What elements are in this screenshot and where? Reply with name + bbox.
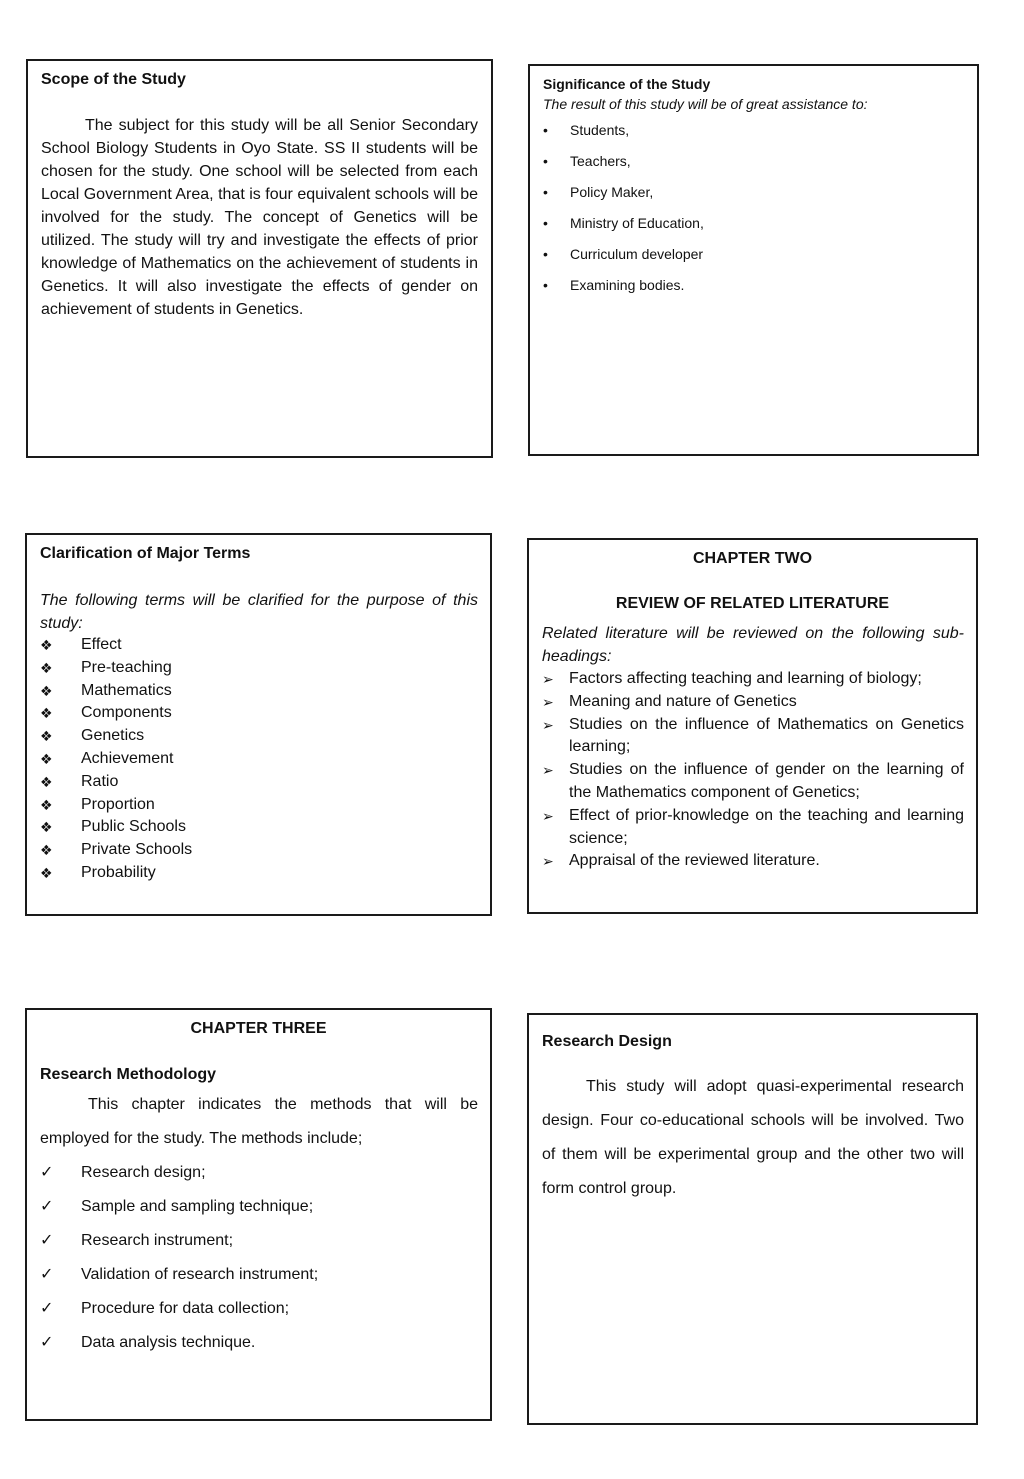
list-item-text: Components bbox=[81, 704, 172, 722]
list-item bbox=[542, 714, 964, 760]
list-item-text: Curriculum developer bbox=[570, 246, 704, 262]
diamond-bullet-icon: ❖ bbox=[40, 659, 53, 676]
arrow-bullet-icon: ➢ bbox=[542, 693, 554, 710]
list-item bbox=[40, 634, 478, 657]
chapter-three-subtitle: Research Methodology bbox=[40, 1066, 217, 1083]
list-item-text: Sample and sampling technique; bbox=[81, 1198, 314, 1215]
bullet-icon: • bbox=[543, 184, 548, 200]
clarification-box bbox=[25, 533, 492, 916]
chapter-three-body: This chapter indicates the methods that will be employed for the study. The methods include; bbox=[40, 1096, 478, 1147]
checkmark-icon: ✓ bbox=[40, 1334, 54, 1351]
checkmark-icon: ✓ bbox=[40, 1300, 54, 1317]
list-item-text: Ratio bbox=[81, 772, 119, 790]
list-item bbox=[40, 1156, 478, 1190]
list-item bbox=[40, 748, 478, 771]
list-item bbox=[543, 275, 963, 306]
list-item bbox=[40, 771, 478, 794]
list-item-text: Effect bbox=[81, 636, 122, 653]
list-item-text: Meaning and nature of Genetics bbox=[569, 692, 797, 710]
significance-subtitle: The result of this study will be of great assistance to: bbox=[543, 96, 868, 112]
scope-body: The subject for this study will be all Senior Secondary School Biology Students in Oyo State. SS II students will be chosen for the study. One school will be selected from each Local Government Area, that is four equivalent schools will be involved for the study. The concept of Genetics will be utilized. The study will try and investigate the effects of prior knowledge of Mathematics on the achievement of students in Genetics. It will also investigate the effects of gender on achievement of students in Genetics. bbox=[41, 117, 478, 318]
list-item bbox=[40, 1258, 478, 1292]
diamond-bullet-icon: ❖ bbox=[40, 842, 53, 859]
bullet-icon: • bbox=[543, 122, 548, 138]
list-item-text: Examining bodies. bbox=[570, 277, 685, 293]
list-item-text: Procedure for data collection; bbox=[81, 1300, 290, 1317]
list-item-text: Studies on the influence of gender on the learning of the Mathematics component of Genetics; bbox=[569, 761, 964, 801]
list-item-text: Appraisal of the reviewed literature. bbox=[569, 852, 820, 870]
bullet-icon: • bbox=[543, 153, 548, 169]
list-item-text: Probability bbox=[81, 863, 156, 881]
list-item bbox=[542, 805, 964, 851]
checkmark-icon: ✓ bbox=[40, 1198, 54, 1215]
list-item bbox=[542, 691, 964, 714]
research-design-body: This study will adopt quasi-experimental research design. Four co-educational schools will be involved. Two of them will be experimental group and the other two will form control group. bbox=[542, 1078, 964, 1197]
checkmark-icon: ✓ bbox=[40, 1266, 54, 1283]
list-item-text: Validation of research instrument; bbox=[81, 1266, 319, 1283]
significance-box bbox=[528, 64, 979, 456]
list-item bbox=[542, 759, 964, 805]
list-item-text: Factors affecting teaching and learning of biology; bbox=[569, 670, 922, 687]
chapter-two-list bbox=[542, 668, 964, 873]
list-item-text: Research instrument; bbox=[81, 1232, 234, 1249]
list-item bbox=[40, 1190, 478, 1224]
list-item-text: Proportion bbox=[81, 795, 155, 813]
list-item bbox=[40, 794, 478, 817]
diamond-bullet-icon: ❖ bbox=[40, 864, 53, 881]
list-item bbox=[543, 120, 963, 151]
list-item-text: Achievement bbox=[81, 749, 174, 767]
list-item bbox=[40, 1326, 478, 1360]
diamond-bullet-icon: ❖ bbox=[40, 819, 53, 836]
list-item-text: Mathematics bbox=[81, 681, 172, 699]
list-item bbox=[40, 1292, 478, 1326]
list-item-text: Private Schools bbox=[81, 841, 193, 859]
list-item bbox=[543, 244, 963, 275]
list-item bbox=[542, 668, 964, 691]
research-design-box bbox=[527, 1013, 978, 1425]
clarification-title: Clarification of Major Terms bbox=[40, 545, 251, 562]
list-item-text: Policy Maker, bbox=[570, 184, 654, 200]
list-item-text: Public Schools bbox=[81, 818, 186, 836]
list-item-text: Genetics bbox=[81, 727, 145, 745]
list-item bbox=[542, 850, 964, 873]
list-item bbox=[40, 839, 478, 862]
list-item bbox=[40, 657, 478, 680]
arrow-bullet-icon: ➢ bbox=[542, 807, 554, 824]
bullet-icon: • bbox=[543, 215, 548, 231]
bullet-icon: • bbox=[543, 246, 548, 262]
chapter-two-box bbox=[527, 538, 978, 914]
chapter-two-intro: Related literature will be reviewed on the following sub-headings: bbox=[542, 625, 964, 665]
list-item-text: Ministry of Education, bbox=[570, 215, 704, 231]
list-item-text: Teachers, bbox=[570, 153, 631, 169]
arrow-bullet-icon: ➢ bbox=[542, 716, 554, 733]
checkmark-icon: ✓ bbox=[40, 1164, 54, 1181]
diamond-bullet-icon: ❖ bbox=[40, 728, 53, 745]
list-item bbox=[543, 182, 963, 213]
clarification-intro: The following terms will be clarified for the purpose of this study: bbox=[40, 592, 478, 632]
diamond-bullet-icon: ❖ bbox=[40, 682, 53, 699]
chapter-two-title: CHAPTER TWO bbox=[692, 550, 813, 567]
diamond-bullet-icon: ❖ bbox=[40, 750, 53, 767]
list-item-text: Studies on the influence of Mathematics on Genetics learning; bbox=[569, 715, 964, 756]
list-item bbox=[40, 680, 478, 703]
list-item bbox=[40, 702, 478, 725]
arrow-bullet-icon: ➢ bbox=[542, 853, 554, 870]
arrow-bullet-icon: ➢ bbox=[542, 762, 554, 779]
list-item bbox=[40, 862, 478, 885]
diamond-bullet-icon: ❖ bbox=[40, 637, 53, 653]
significance-list bbox=[543, 120, 963, 306]
research-design-title: Research Design bbox=[542, 1033, 672, 1050]
diamond-bullet-icon: ❖ bbox=[40, 705, 53, 722]
bullet-icon: • bbox=[543, 277, 548, 293]
list-item bbox=[40, 1224, 478, 1258]
list-item-text: Pre-teaching bbox=[81, 658, 172, 676]
list-item bbox=[543, 213, 963, 244]
diamond-bullet-icon: ❖ bbox=[40, 773, 53, 790]
list-item bbox=[40, 816, 478, 839]
list-item bbox=[40, 725, 478, 748]
list-item-text: Data analysis technique. bbox=[81, 1334, 256, 1351]
arrow-bullet-icon: ➢ bbox=[542, 671, 554, 687]
chapter-three-box bbox=[25, 1008, 492, 1421]
scope-of-study-box bbox=[26, 59, 493, 458]
list-item bbox=[543, 151, 963, 182]
list-item-text: Research design; bbox=[81, 1164, 206, 1181]
list-item-text: Effect of prior-knowledge on the teaching and learning science; bbox=[569, 806, 964, 847]
scope-title: Scope of the Study bbox=[41, 71, 186, 88]
clarification-list bbox=[40, 634, 478, 885]
checkmark-icon: ✓ bbox=[40, 1232, 54, 1249]
list-item-text: Students, bbox=[570, 122, 630, 138]
chapter-three-title: CHAPTER THREE bbox=[190, 1020, 327, 1037]
diamond-bullet-icon: ❖ bbox=[40, 796, 53, 813]
significance-title: Significance of the Study bbox=[543, 76, 711, 92]
chapter-two-subtitle: REVIEW OF RELATED LITERATURE bbox=[615, 595, 890, 612]
chapter-three-list bbox=[40, 1156, 478, 1360]
